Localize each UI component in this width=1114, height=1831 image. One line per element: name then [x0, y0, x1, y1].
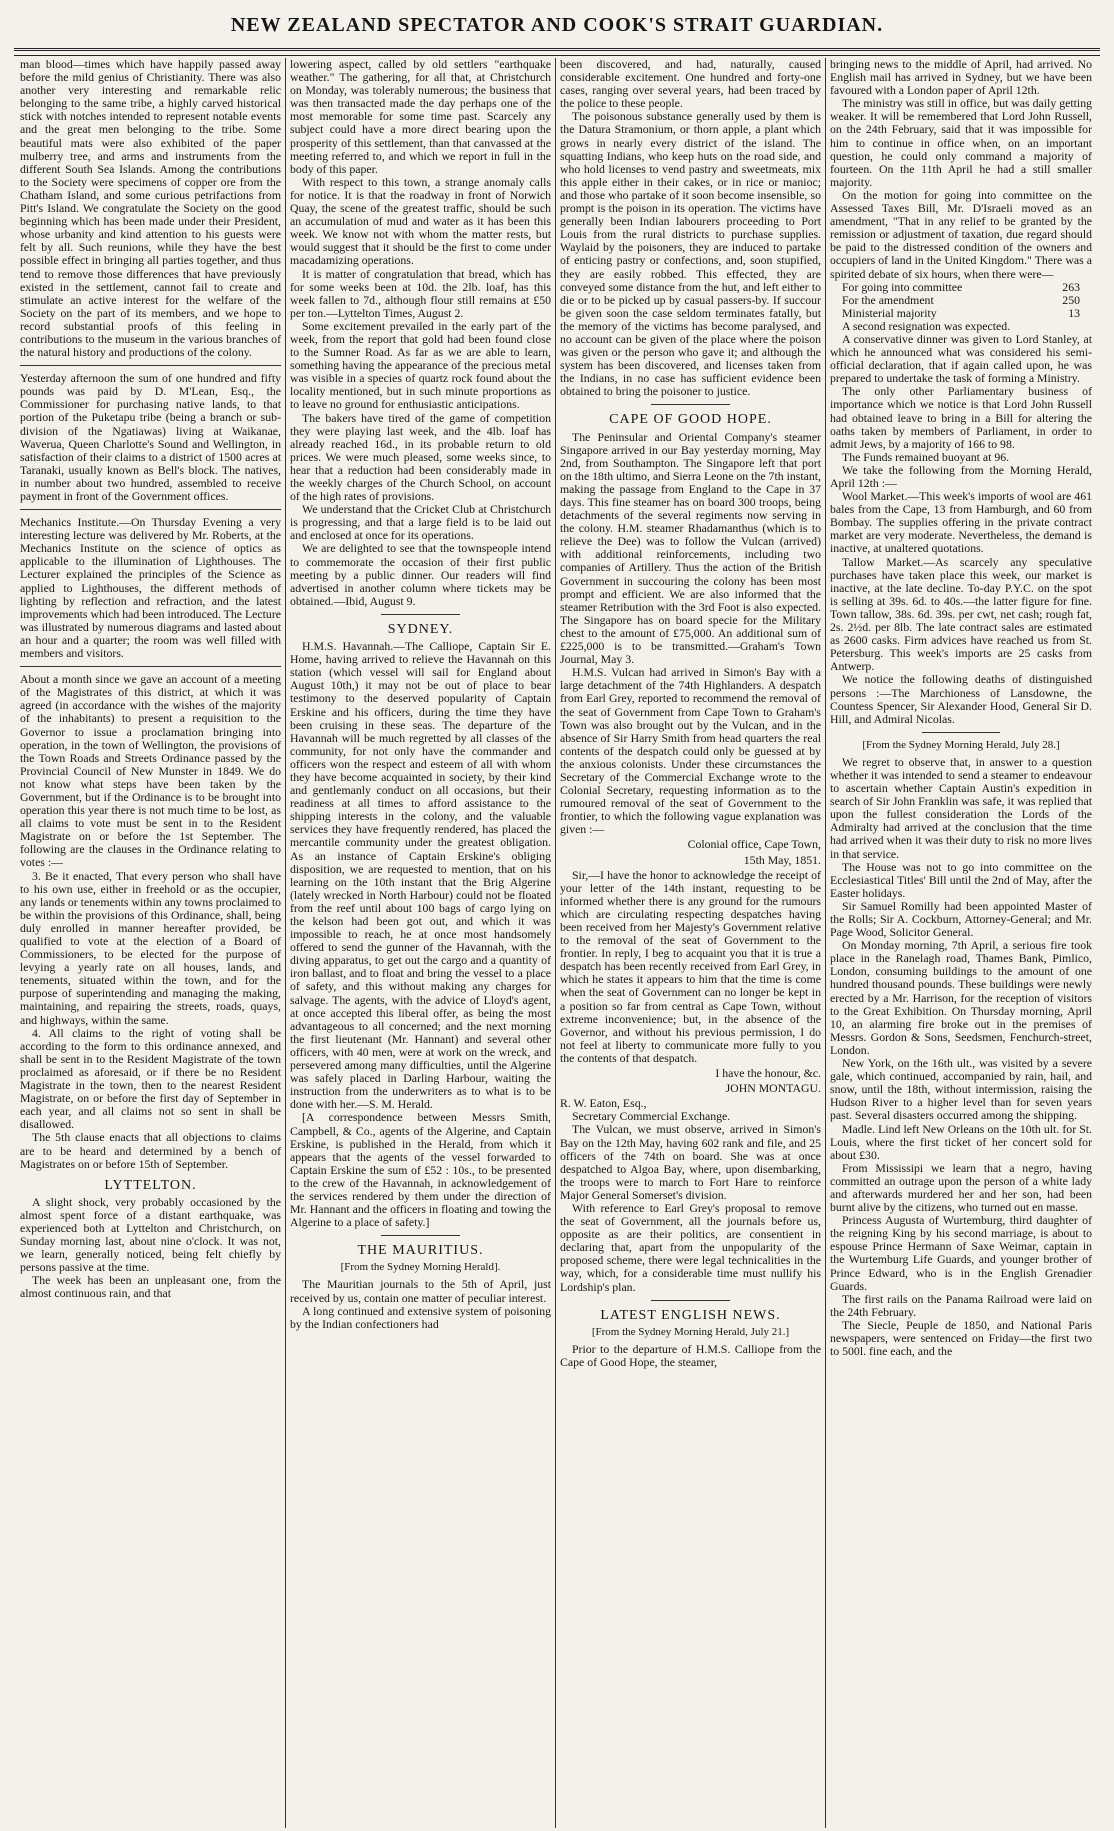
vote-row [830, 294, 1092, 307]
divider [381, 1235, 459, 1236]
article-text: With respect to this town, a strange anomaly calls for notice. It is that the roadway in front of Norwich Quay, the scene of the greatest traffic, should be such an accumulation of mud and water as it has been this week. We know not with whom the matter rests, but would suggest that it should be the first to come under macadamizing operations. [290, 174, 551, 268]
article-text: A long continued and extensive system of poisoning by the Indian confectioners had [290, 1303, 551, 1331]
vote-label: For the amendment [842, 292, 934, 307]
article-text: The Funds remained buoyant at 96. [842, 449, 1010, 464]
article-text: On the motion for going into committee on the Assessed Taxes Bill, Mr. D'Israeli moved as an amendment, "That in any relief to be granted by the remission or adjustment of taxation, due regard should be paid to the distressed condition of the owners and occupiers of land in the United Kingdom." There was a spirited debate of six hours, when there were— [830, 187, 1092, 281]
article-text: The ministry was still in office, but was daily getting weaker. It will be remembered that Lord John Russell, on the 24th February, said that it was impossible for him to continue in office when, on an important question, he could only command a majority of fourteen. On the 11th April he had a still smaller majority. [830, 96, 1092, 189]
article-text: man blood—times which have happily passed away before the mild genius of Christianity. There was also another very interesting and remarkable relic belonging to the same tribe, a highly carved historical stick with notches intended to represent notable events and the great men belonging to the tribe. Some beautiful mats were also exhibited of the paper mulberry tree, and arms and instruments from the different South Sea Islands. Among the contributions to the Society were specimens of copper ore from the Chatham Island, and some curious petrifactions from Pitt's Island. We congratulate the Society on the good beginning which has been made under their President, whose urbanity and kind attention to his guests were felt by all. Such reunions, while they have the best possible effect in bringing all parties together, and thus tend to remove those differences that have previously existed in the settlement, cannot fail to create and stimulate an active interest for the welfare of the Society on the part of its members, and we hope to record substantial proofs of this feeling in contributions to the museum in the various branches of the natural history and productions of the colony. [20, 58, 281, 360]
columns [16, 58, 1098, 1828]
article-text: Madle. Lind left New Orleans on the 10th ult. for St. Louis, where the first ticket of her concert sold for about £30. [830, 1121, 1092, 1162]
article-text: Wool Market.—This week's imports of wool are 461 bales from the Cape, 13 from Hamburgh, and 60 from Bombay. The supplies offering in the private contract market are very moderate. Nevertheless, the demand is inactive, at unaltered quotations. [830, 489, 1092, 556]
article-text: 3. Be it enacted, That every person who shall have to his own use, either in freehold or as the occupier, any lands or tenements within any towns proclaimed to be within the provisions of this Ordinance, shall, being duly enrolled in manner hereafter provided, be qualified to vote at the election of a Board of Commissioners, to be elected for the purpose of levying a yearly rate on all houses, lands, and tenements, situated within the town, and for the purpose of superintending and managing the making, maintaining, and repairing the streets, roads, quays, and highways, within the same. [20, 868, 281, 1027]
article-text: From Mississipi we learn that a negro, having committed an outrage upon the person of a white lady and afterwards murdered her and her son, had been burnt alive by the citizens, who turned out en masse. [830, 1160, 1092, 1215]
article-text: The Peninsular and Oriental Company's steamer Singapore arrived in our Bay yesterday morning, May 2nd, from Southampton. The Singapore left that port on the 18th ultimo, and Sierra Leone on the 7th instant, making the passage from England to the Cape in 37 days. This fine steamer has on board 300 troops, being detachments of the several regiments now serving in the colony. H.M. steamer Rhadamanthus (which is to relieve the Dee) was to follow the Vulcan (arrived) with additional reinforcements, including two companies of Artillery. Thus the action of the British Government in succouring the colony has been most prompt and efficient. We are also informed that the steamer Retribution with the 3rd Foot is also expected. The Singapore has on board specie for the Military chest to the amount of £75,000. An additional sum of £225,000 is to be transmitted.—Graham's Town Journal, May 3. [560, 429, 821, 667]
divider [20, 509, 281, 510]
article-text: Prior to the departure of H.M.S. Calliope from the Cape of Good Hope, the steamer, [560, 1341, 821, 1369]
article-text: 4. All claims to the right of voting shall be according to the form to this ordinance annexed, and shall be sent in to the Resident Magistrate of the town proclaimed as aforesaid, or if there be no Resident Magistrate in the town, then to the nearest Resident Magistrate, on or before the first day of September in each year, and all claims not so sent in shall be disallowed. [20, 1025, 281, 1132]
article-text: been discovered, and had, naturally, caused considerable excitement. One hundred and forty-one cases, ranging over several years, had been traced by the police to these people. [560, 58, 821, 111]
vote-value: 263 [1062, 279, 1080, 294]
section-heading-mauritius: THE MAURITIUS. [357, 1243, 484, 1259]
article-text: The bakers have tired of the game of competition they were playing last week, and the 4lb. loaf has already reached 16d., in its probable return to old prices. We were much pleased, some weeks since, to hear that a reduction had been considerably made in the weekly charges of the Church School, on account of the high rates of provisions. [290, 410, 551, 504]
vote-value: 13 [1068, 305, 1080, 320]
vote-row [830, 307, 1092, 320]
divider [20, 666, 281, 667]
vote-row [830, 281, 1092, 294]
vote-label: For going into committee [842, 279, 963, 294]
masthead-rule [14, 48, 1100, 51]
signature: JOHN MONTAGU. [725, 1081, 821, 1096]
article-text: The week has been an unpleasant one, from the almost continuous rain, and that [20, 1273, 281, 1301]
article-text: Yesterday afternoon the sum of one hundred and fifty pounds was paid by D. M'Lean, Esq., the Commissioner for purchasing native lands, to that portion of the Puketapu tribe (being a branch or sub-division of the Ngatiawas) living at Waikanae, Waverua, Queen Charlotte's Sound and Wellington, in satisfaction of their claims to a district of 1500 acres at Taranaki, usually known as Bell's block. The natives, in number about two hundred, assembled to receive payment in front of the Government offices. [20, 371, 281, 503]
divider [381, 614, 459, 615]
article-text: Tallow Market.—As scarcely any speculative purchases have taken place this week, our market is inactive, at the late decline. To-day P.Y.C. on the spot is selling at 39s. 6d. to 40s.—the latter figure for fine. Town tallow, 38s. 6d. 39s. per cwt, net cash; rough fat, 2s. 2½d. per 8lb. The late contract sales are estimated as 2600 casks. Firm advices have reached us from St. Petersburg. This week's imports are 25 casks from Antwerp. [830, 554, 1092, 674]
article-text: [A correspondence between Messrs Smith, Campbell, & Co., agents of the Algerine, and Captain Erskine, is published in the Herald, from which it appears that the agents of the vessel forwarded to Captain Erskine the sum of £52 : 10s., to be presented to the crew of the Havannah, in acknowledgement of the services rendered by them under the direction of Mr. Hannant and the officers in floating and towing the Algerine to a place of safety.] [290, 1110, 551, 1230]
section-heading-cape: CAPE OF GOOD HOPE. [609, 412, 772, 428]
vote-value: 250 [1062, 292, 1080, 307]
dateline: Colonial office, Cape Town, [687, 837, 821, 852]
article-text: It is matter of congratulation that bread, which has for some weeks been at 10d. the 2lb. loaf, has this week fallen to 7d., although flour still remains at £50 per ton.—Lyttelton Times, August 2. [290, 266, 551, 320]
divider [922, 732, 1001, 733]
article-text: The only other Parliamentary business of importance which we notice is that Lord John Russell had obtained leave to bring in a Bill for altering the oaths taken by members of Parliament, in order to admit Jews, by a majority of 166 to 98. [830, 384, 1092, 451]
masthead-rule-thin [14, 55, 1100, 56]
article-text: The Mauritian journals to the 5th of April, just received by us, contain one matter of peculiar interest. [290, 1277, 551, 1305]
column-4 [826, 58, 1096, 1828]
article-text: The House was not to go into committee on the Ecclesiastical Titles' Bill until the 2nd of May, after the Easter holidays. [830, 859, 1092, 900]
article-text: The first rails on the Panama Railroad were laid on the 24th February. [830, 1291, 1092, 1319]
divider [651, 1300, 729, 1301]
source-credit: [From the Sydney Morning Herald, July 21.] [591, 1325, 790, 1338]
address: R. W. Eaton, Esq., [560, 1096, 647, 1111]
section-heading-lyttelton: LYTTELTON. [104, 1177, 197, 1193]
article-text: A second resignation was expected. [842, 318, 1011, 333]
article-text: The Siecle, Peuple de 1850, and National Paris newspapers, were sentenced on Friday—the first two to 500l. fine each, and the [830, 1317, 1092, 1359]
article-text: The Vulcan, we must observe, arrived in Simon's Bay on the 12th May, having 602 rank and file, and 25 officers of the 74th on board. She was at once despatched to Algoa Bay, where, upon disembarking, the troops were to march to Fort Hare to reinforce Major General Somerset's division. [560, 1122, 821, 1202]
article-text: We are delighted to see that the townspeople intend to commemorate the occasion of their first public meeting by a public dinner. Our readers will find advertised in another column where tickets may be obtained.—Ibid, August 9. [290, 541, 551, 608]
divider [20, 365, 281, 366]
column-3 [556, 58, 826, 1828]
dateline: 15th May, 1851. [743, 852, 821, 867]
divider [651, 404, 729, 405]
article-text: A slight shock, very probably occasioned by the almost spent force of a distant earthquake, was experienced both at Lyttelton and Christchurch, on Sunday morning last, about nine o'clock. It was not, we learn, generally noticed, being felt chiefly by persons passive at the time. [20, 1194, 281, 1275]
source-credit: [From the Sydney Morning Herald]. [340, 1261, 501, 1274]
article-text: bringing news to the middle of April, had arrived. No English mail has arrived in Sydney, but we have been favoured with a London paper of April 12th. [830, 58, 1092, 98]
section-heading-latest-news: LATEST ENGLISH NEWS. [600, 1307, 781, 1323]
masthead: NEW ZEALAND SPECTATOR AND COOK'S STRAIT GUARDIAN. [230, 14, 884, 36]
article-text: Mechanics Institute.—On Thursday Evening a very interesting lecture was delivered by Mr. Roberts, at the Mechanics Institute on the science of optics as applicable to the illumination of Lighthouses. The Lecturer explained the principles of the Science as applied to Lighthouses, the different methods of lighting by reflection and refraction, and the latest improvements which had been introduced. The Lecture was illustrated by numerous diagrams and lasted about an hour and a quarter; the room was well filled with members and visitors. [20, 515, 281, 661]
section-heading-sydney: SYDNEY. [387, 621, 454, 637]
article-text: We notice the following deaths of distinguished persons :—The Marchioness of Lansdowne, the Countess Spencer, Sir Alexander Hood, General Sir D. Hill, and Admiral Nicolas. [830, 672, 1092, 726]
article-text: On Monday morning, 7th April, a serious fire took place in the Ranelagh road, Thames Bank, Pimlico, London, consuming buildings to the amount of one hundred thousand pounds. These buildings were newly erected by a Mr. Harrison, for the reception of visitors to the Great Exhibition. On Thursday morning, April 10, an alarming fire broke out in the premises of Messrs. Gordon & Sons, Seedsmen, Fenchurch-street, London. [830, 938, 1092, 1057]
column-2 [286, 58, 556, 1828]
article-text: About a month since we gave an account of a meeting of the Magistrates of this district, at which it was agreed (in accordance with the wishes of the majority of the inhabitants) to present a requisition to the Governor to issue a proclamation bringing into operation, in the town of Wellington, the provisions of the Town Roads and Streets Ordinance passed by the Provincial Council of New Munster in 1849. We do not know what steps have been taken by the Government, but if the Ordinance is to be brought into operation this year there is not much time to be lost, as all claims to vote must be sent in to the Resident Magistrate on or before the 1st September. The following are the clauses in the Ordinance relating to votes :— [20, 672, 281, 870]
article-text: Some excitement prevailed in the early part of the week, from the report that gold had been found close to the Sumner Road. As far as we are able to learn, something having the appearance of the precious metal was visible in a species of quartz rock found about the locality mentioned, but in such minute proportions as to leave no ground for enthusiastic anticipations. [290, 318, 551, 412]
article-text: Princess Augusta of Wurtemburg, third daughter of the reigning King by his second marriage, is about to espouse Prince Hermann of Saxe Weimar, captain in the Wurtemburg Life Guards, and younger brother of Prince Edward, who is in the English Grenadier Guards. [830, 1213, 1092, 1293]
article-text: H.M.S. Vulcan had arrived in Simon's Bay with a large detachment of the 74th Highlanders. A despatch from Earl Grey, reported to recommend the removal of the seat of Government from Cape Town to Graham's Town was also brought out by the Vulcan, and in the absence of Sir Harry Smith from head quarters the real contents of the despatch could only be guessed at by the anxious colonists. Under these circumstances the Secretary of the Commercial Exchange wrote to the Colonial Secretary, requesting information as to the rumoured removal of the seat of Government to the frontier, to which the following vague explanation was given :— [560, 665, 821, 837]
source-credit: [From the Sydney Morning Herald, July 28.] [862, 738, 1060, 751]
article-text: A conservative dinner was given to Lord Stanley, at which he announced what was considered his semi-official declaration, that if again called upon, he was prepared to undertake the task of forming a Ministry. [830, 331, 1092, 386]
article-text: Sir Samuel Romilly had been appointed Master of the Rolls; Sir A. Cockburn, Attorney-General; and Mr. Page Wood, Solicitor General. [830, 898, 1092, 940]
article-text: The poisonous substance generally used by them is the Datura Stramonium, or thorn apple, a plant which grows in nearly every district of the island. The squatting Indians, who keep huts on the road side, and who hold licenses to vend pastry and sweetmeats, mix this apple either in their cakes, or in rice or manioc; and those who partake of it soon become insensible, so prompt is the poison in its operation. The victims have generally been Indian labourers proceeding to Port Louis from the rural districts to purchase supplies. Waylaid by the poisoners, they are induced to partake of enticing pastry or confections, and, soon stupified, they are easily robbed. This effected, they are conveyed some distance from the hut, and left either to die or to be picked up by casual passers-by. If succour be given soon the case seldom terminates fatally, but the memory of the victims has become paralysed, and no account can be given of the place where the poison was given or the person who gave it; and although the system has been discovered, and licenses taken from the Indians, in no case has sufficient evidence been obtained to bring the poisoner to justice. [560, 109, 821, 399]
signature: I have the honour, &c. [715, 1066, 821, 1081]
article-text: With reference to Earl Grey's proposal to remove the seat of Government, all the journals before us, opposite as are their politics, are consentient in declaring that, apart from the unpopularity of the proposed scheme, there were legal technicalities in the way, which, for a considerable time must nullify his Lordship's plan. [560, 1200, 821, 1294]
article-text: lowering aspect, called by old settlers "earthquake weather." The gathering, for all that, at Christchurch on Monday, was tolerably numerous; the business that was then transacted made the day perhaps one of the most memorable for some time past. Scarcely any subject could have a more direct bearing upon the prosperity of this settlement, than that canvassed at the meeting referred to, and which we report in full in the body of this paper. [290, 58, 551, 176]
article-text: We regret to observe that, in answer to a question whether it was intended to send a steamer to endeavour to ascertain whether Captain Austin's expedition in search of Sir John Franklin was safe, it was replied that upon the fullest consideration the Lords of the Admiralty had arrived at the conclusion that the time had arrived when it was their duty to risk no more lives in that service. [830, 754, 1092, 861]
article-text: Sir,—I have the honor to acknowledge the receipt of your letter of the 14th instant, requesting to be informed whether there is any ground for the rumours which are circulating respecting despatches having been received from her Majesty's Government relative to the removal of the seat of Government to the frontier. In reply, I beg to acquaint you that it is true a despatch has been recently received from Earl Grey, in which he states it appears to him that the time is come when the seat of Government can no longer be kept in a position so far from central as Cape Town, without extreme inconvenience; but, in the absence of the Governor, and without his previous permission, I do not feel at liberty to communicate more fully to you the contents of that despatch. [560, 867, 821, 1065]
address: Secretary Commercial Exchange. [572, 1109, 731, 1124]
article-text: New York, on the 16th ult., was visited by a severe gale, which continued, accompanied by rain, hail, and snow, until the 18th, without intermission, raising the Hudson River to a higher level than for seven years past. Several disasters occurred among the shipping. [830, 1056, 1092, 1123]
article-text: We understand that the Cricket Club at Christchurch is progressing, and that a large field is to be laid out and enclosed at once for its operations. [290, 502, 551, 543]
article-text: The 5th clause enacts that all objections to claims are to be heard and determined by a bench of Magistrates on or before 15th of September. [20, 1130, 281, 1171]
article-text: H.M.S. Havannah.—The Calliope, Captain Sir E. Home, having arrived to relieve the Havannah on this station (which vessel will sail for England about August 10th,) it may not be out of place to bear testimony to the deserved popularity of Captain Erskine and his officers, during the time they have been cruising in these seas. The departure of the Havannah will be much regretted by all classes of the community, for not only have the commander and officers won the respect and esteem of all with whom they have become acquainted in society, by their kind and gentlemanly conduct on all occasions, but their readiness at all times to afford assistance to the shipping interests in the colony, and the valuable services they have frequently rendered, has placed the mercantile community under the greatest obligation. As an instance of Captain Erskine's obliging disposition, we are requested to mention, that on his learning on the 10th instant that the Brig Algerine (lately wrecked in North Harbour) could not be floated from the reef until about 100 bags of cargo lying on the kelson had been got out, and which it was impossible to reach, he at once most handsomely offered to send the gunner of the Havannah, with the diving apparatus, to get out the cargo and a quantity of iron ballast, and to float and bring the vessel to a place of safety, and this without making any charges for salvage. The agents, with the advice of Lloyd's agent, at once accepted this liberal offer, as being the most advantageous to all concerned; and the next morning the first lieutenant (Mr. Hannant) and several other officers, with 40 men, were at work on the wreck, and persevered among many difficulties, until the Algerine was safely placed in Darling Harbour, waiting the instruction from the underwriters as to what is to be done with her.—S. M. Herald. [290, 639, 551, 1112]
column-1 [16, 58, 286, 1828]
article-text: We take the following from the Morning Herald, April 12th :— [830, 462, 1092, 490]
vote-label: Ministerial majority [842, 305, 937, 320]
